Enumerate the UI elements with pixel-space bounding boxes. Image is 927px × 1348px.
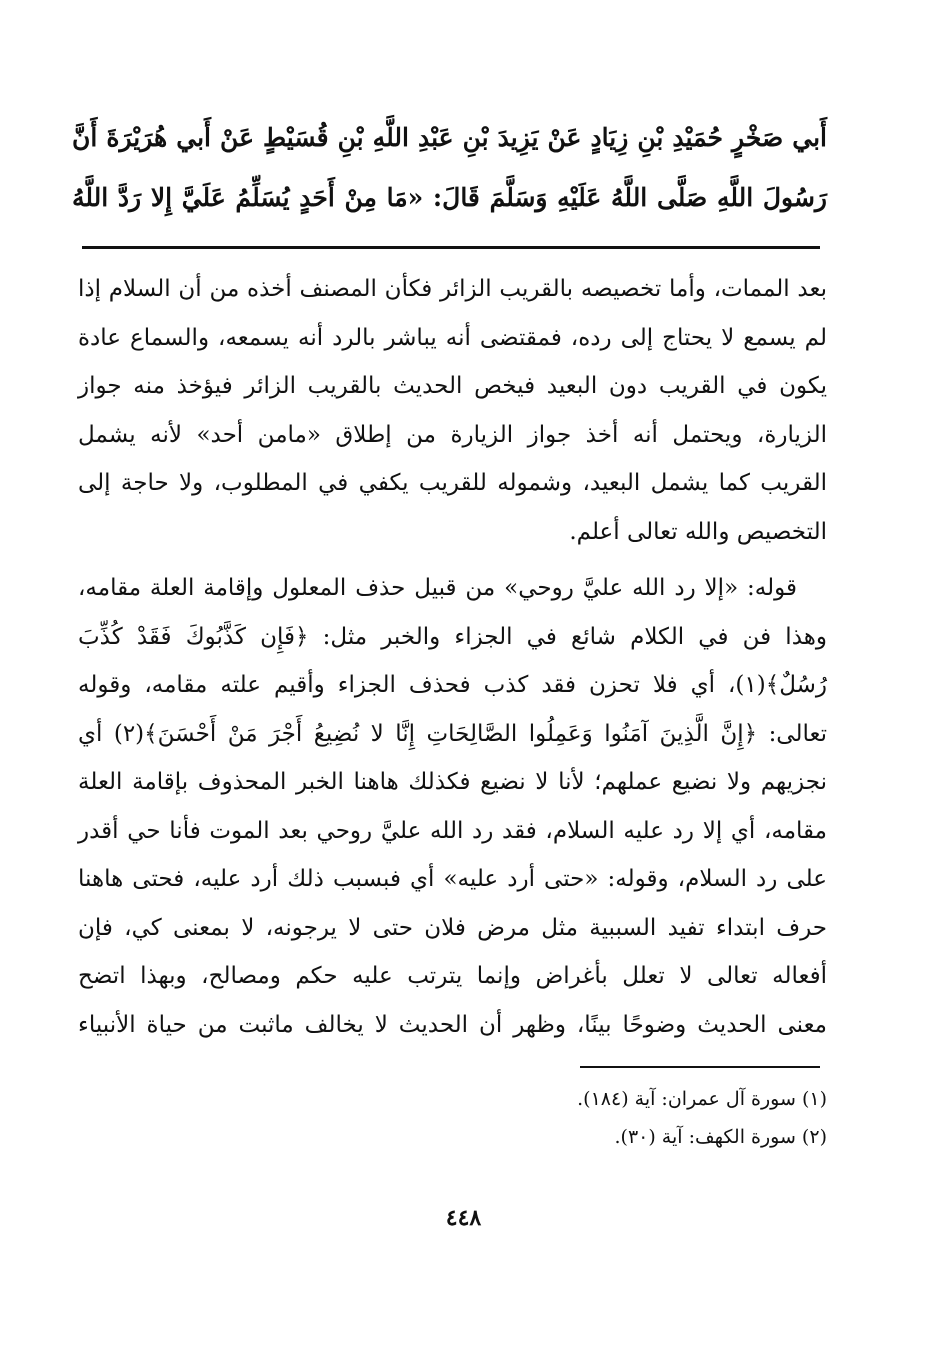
commentary-text [78,265,827,1049]
commentary-line: قوله: «إلا رد الله عليَّ روحي» من قبيل حذف المعلول وإقامة العلة مقامه، [78,575,797,601]
commentary-line: التخصيص والله تعالى أعلم. [569,518,827,545]
commentary-line: تعالى: ﴿إِنَّ الَّذِينَ آمَنُوا وَعَمِلُوا الصَّالِحَاتِ إِنَّا لا نُضِيعُ أَجْرَ مَنْ أَحْسَنَ﴾(٢) أي [78,720,827,747]
commentary-line: وهذا فن في الكلام شائع في الجزاء والخبر مثل: ﴿فَإِن كَذَّبُوكَ فَقَدْ كُذِّبَ [78,623,827,650]
commentary-line: نجزيهم ولا نضيع عملهم؛ لأنا لا نضيع فكذلك هاهنا الخبر المحذوف بإقامة العلة [78,769,827,795]
hadith-line: رَسُولَ اللَّهِ صَلَّى اللَّهُ عَلَيْهِ وَسَلَّمَ قَالَ: «مَا مِنْ أَحَدٍ يُسَلِّمُ عَلَيَّ إِلا رَدَّ اللَّهُ [72,183,827,212]
commentary-line: مقامه، أي إلا رد عليه السلام، فقد رد الله عليَّ روحي بعد الموت فأنا حي أقدر [78,817,827,844]
footnote-item: (١) سورة آل عمران: آية (١٨٤). [577,1088,827,1110]
footnotes [577,1080,827,1156]
commentary-line: معنى الحديث وضوحًا بينًا، وظهر أن الحديث لا يخالف ماثبت من حياة الأنبياء [78,1011,827,1038]
paragraph-gap [78,556,827,564]
footnote-item: (٢) سورة الكهف: آية (٣٠). [614,1126,827,1148]
commentary-line: على رد السلام، وقوله: «حتى أرد عليه» أي فبسبب ذلك أرد عليه، فحتى هاهنا [78,866,827,892]
commentary-line: رُسُلٌ﴾(١)، أي فلا تحزن فقد كذب فحذف الجزاء وأقيم علته مقامه، وقوله [78,672,827,698]
commentary-line: لم يسمع لا يحتاج إلى رده، فمقتضى أنه يباشر بالرد أنه يسمعه، والسماع عادة [78,324,827,351]
commentary-line: حرف ابتداء تفيد السببية مثل مرض فلان حتى لا يرجونه، لا بمعنى كي، فإن [78,914,827,941]
commentary-line: بعد الممات، وأما تخصيصه بالقريب الزائر فكأن المصنف أخذه من أن السلام إذا [78,276,827,302]
main-separator-rule [82,246,820,249]
footnote-separator-rule [580,1066,820,1068]
hadith-line: أَبي صَخْرٍ حُمَيْدِ بْنِ زِيَادٍ عَنْ يَزِيدَ بْنِ عَبْدِ اللَّهِ بْنِ قُسَيْطٍ عَنْ أَبي هُرَيْرَةَ أَنَّ [72,123,827,152]
commentary-line: القريب كما يشمل البعيد، وشموله للقريب يكفي في المطلوب، ولا حاجة إلى [78,470,827,496]
page-number: ٤٤٨ [445,1205,482,1231]
commentary-line: أفعاله تعالى لا تعلل بأغراض وإنما يترتب عليه حكم ومصالح، وبهذا اتضح [78,963,827,989]
hadith-text [72,108,827,228]
commentary-line: يكون في القريب دون البعيد فيخص الحديث بالقريب الزائر فيؤخذ منه جواز [78,373,827,399]
commentary-line: الزيارة، ويحتمل أنه أخذ جواز الزيارة من إطلاق «مامن أحد» لأنه يشمل [78,421,827,448]
